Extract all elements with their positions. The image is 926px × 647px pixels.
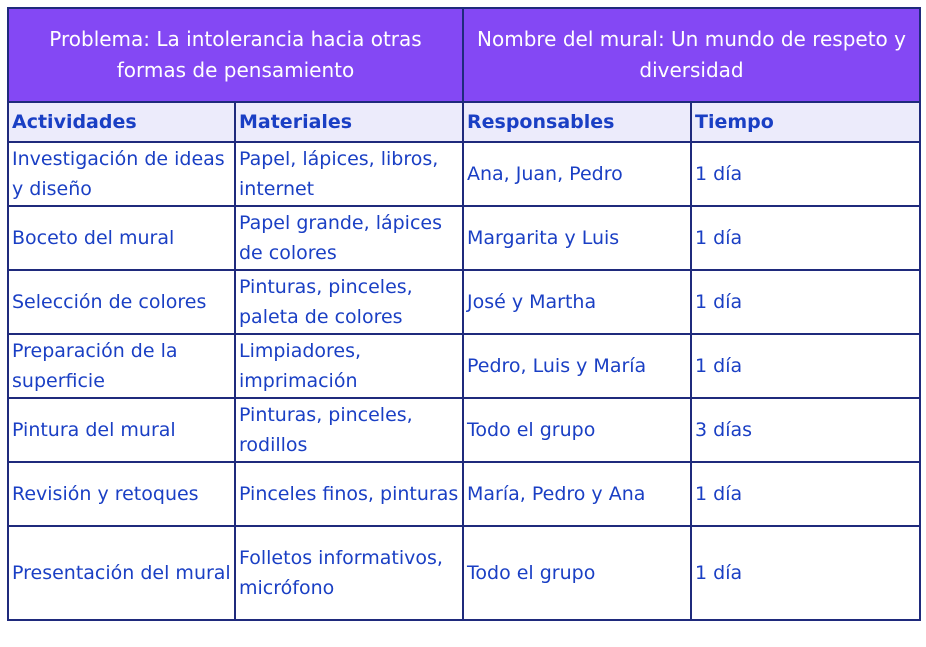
table-row	[8, 526, 920, 620]
cell-tiempo: 1 día	[691, 526, 920, 620]
cell-actividad: Revisión y retoques	[8, 462, 235, 526]
cell-tiempo: 1 día	[691, 334, 920, 398]
cell-tiempo: 1 día	[691, 142, 920, 206]
table-row	[8, 142, 920, 206]
cell-materiales: Pinceles finos, pinturas	[235, 462, 463, 526]
cell-materiales: Folletos informativos, micrófono	[235, 526, 463, 620]
cell-tiempo: 3 días	[691, 398, 920, 462]
cell-materiales: Papel, lápices, libros, internet	[235, 142, 463, 206]
column-header-responsables: Responsables	[463, 102, 691, 142]
title-row	[8, 8, 920, 102]
column-header-tiempo: Tiempo	[691, 102, 920, 142]
cell-responsables: Pedro, Luis y María	[463, 334, 691, 398]
cell-responsables: Margarita y Luis	[463, 206, 691, 270]
cell-actividad: Investigación de ideas y diseño	[8, 142, 235, 206]
cell-responsables: Todo el grupo	[463, 398, 691, 462]
cell-responsables: Ana, Juan, Pedro	[463, 142, 691, 206]
column-header-row	[8, 102, 920, 142]
column-header-materiales: Materiales	[235, 102, 463, 142]
cell-responsables: José y Martha	[463, 270, 691, 334]
table-row	[8, 206, 920, 270]
cell-actividad: Selección de colores	[8, 270, 235, 334]
cell-materiales: Pinturas, pinceles, paleta de colores	[235, 270, 463, 334]
mural-plan-table	[7, 7, 921, 621]
cell-actividad: Preparación de la superficie	[8, 334, 235, 398]
cell-actividad: Boceto del mural	[8, 206, 235, 270]
cell-tiempo: 1 día	[691, 462, 920, 526]
cell-actividad: Presentación del mural	[8, 526, 235, 620]
table-row	[8, 462, 920, 526]
table-row	[8, 398, 920, 462]
cell-responsables: Todo el grupo	[463, 526, 691, 620]
cell-materiales: Pinturas, pinceles, rodillos	[235, 398, 463, 462]
cell-materiales: Papel grande, lápices de colores	[235, 206, 463, 270]
problem-title: Problema: La intolerancia hacia otras formas de pensamiento	[8, 8, 463, 102]
cell-actividad: Pintura del mural	[8, 398, 235, 462]
cell-tiempo: 1 día	[691, 270, 920, 334]
mural-name-title: Nombre del mural: Un mundo de respeto y diversidad	[463, 8, 920, 102]
cell-responsables: María, Pedro y Ana	[463, 462, 691, 526]
table-row	[8, 270, 920, 334]
table-row	[8, 334, 920, 398]
cell-materiales: Limpiadores, imprimación	[235, 334, 463, 398]
cell-tiempo: 1 día	[691, 206, 920, 270]
column-header-actividades: Actividades	[8, 102, 235, 142]
mural-plan-table-container	[7, 7, 921, 621]
